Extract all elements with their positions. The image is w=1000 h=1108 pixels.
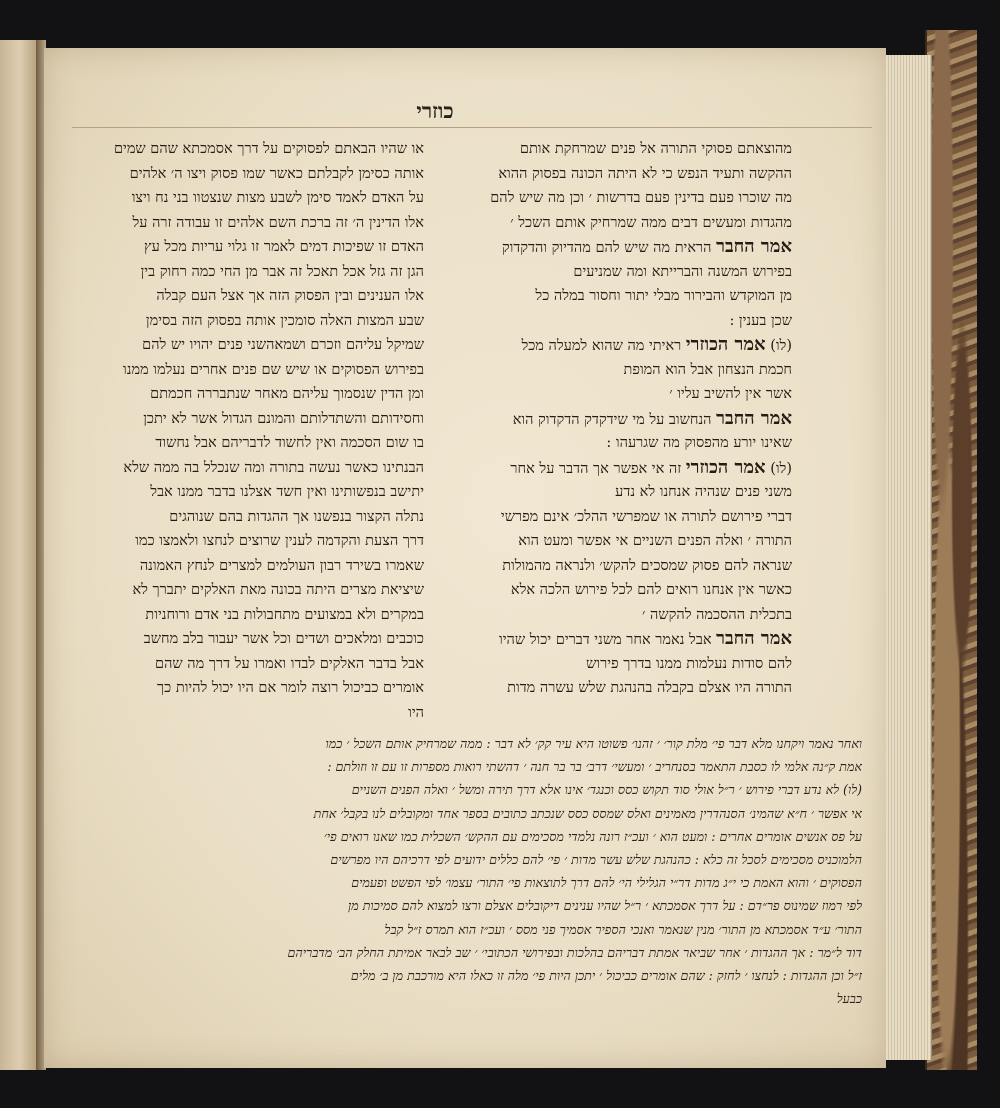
header-rule	[72, 127, 872, 128]
footnote-line: התור׳ ע״ד אסמכתא מן התור׳ מנין שנאמר ואנכי הספיר אסמיך פני מסס ׳ ועכ״ז הוא תמרס ז״ל קבל	[384, 921, 862, 937]
text-line: אשר אין להשיב עליו ׳	[669, 386, 792, 402]
speaker-kuzari: אמר הכוזרי	[685, 456, 766, 478]
right-column	[434, 137, 792, 701]
text-line: בפירוש הפסוקים או שיש שם פנים אחרים נעלמו ממנו	[123, 361, 424, 378]
footnote-catchword: כבעל	[836, 991, 862, 1007]
text-line: מן המוקדש והבירור מבלי יתור וחסור במלה כל	[535, 288, 792, 304]
running-title: כוזרי	[416, 98, 454, 123]
text-line: מהגדות ומעשים דבים ממה שמרחיק אותם השכל ׳	[510, 214, 792, 231]
text-line: יתישב בנפשותינו ואין חשד אצלנו בדבר ממנו אבל	[150, 484, 424, 500]
footnote-line: הפסוקים ׳ והוא האמת כי י״ג מדות דר״י הגלילי הי׳ להם דרך לתוצאות פי׳ התור׳ עצמו׳ לפי הפשט ופעמים	[351, 875, 862, 891]
speaker-kuzari: אמר הכוזרי	[685, 334, 766, 355]
text-line: אבל בדבר האלקים לבדו ואמרו על דרך מה שהם	[155, 655, 424, 672]
text-line: כוכבים ומלאכים ושדים וכל אשר יעבור בלב מחשב	[143, 631, 424, 647]
footnote-line: אמת ק״נה אלמי לו כסבת התאמר בסנחריב ׳ ומעשי׳ דרב׳ בר בר חנה ׳ דהשתי רואות מספרות זו עם זו וזולתם :	[327, 759, 862, 775]
speaker-line	[434, 456, 792, 481]
text-line: שאינו יורע מהפסוק מה שגרעהו :	[606, 435, 792, 451]
facing-page-edge	[0, 40, 38, 1070]
text-line: או שהיו הבאתם לפסוקים על דרך אסמכתא שהם שמים	[113, 141, 424, 157]
text-line: שמיקל עליהם וזכרם ושמאהשני פנים יהויו יש להם	[142, 337, 424, 353]
text-line: האדם זו שפיכות דמים לאמר זו גלוי עריות מכל עץ	[144, 239, 424, 255]
footnote-commentary	[72, 732, 862, 1010]
text-line: דברי פירושם לתורה או שמפרשי ההלכ׳ אינם מפרשי	[500, 508, 792, 525]
text-line: בפירוש המשנה והברייתא ומה שמניעים	[573, 263, 792, 280]
speaker-line	[434, 627, 792, 652]
speaker-text: הנחשוב על מי שידקדק הדקדוק הוא	[512, 411, 712, 428]
text-line: ההקשה ותעיד הנפש כי לא היתה הכונה בפסוק ההוא	[498, 165, 792, 182]
text-line: חכמת הנצחון אבל הוא המופת	[623, 361, 792, 378]
speaker-text: ראיתי מה שהוא	[591, 338, 682, 354]
footnote-line: לפי רמוז שמינוס פר״דם : על דרך אסמכתא ׳ ר״ל שהיו ענינים דיקובלים אצלם ורצו למצוא להם סמיכות מן	[348, 898, 862, 914]
text-line: שיציאת מצרים היתה בכונה מאת האלקים יתברך לא	[132, 582, 424, 598]
page-stack-edge	[880, 55, 932, 1060]
text-line: בתכלית ההסכמה להקשה ׳	[642, 606, 792, 623]
footnote-line: הלמוכניס מסכימים לסכל זה כלא : כהנהגת שלש עשר מדות ׳ פי׳ להם כללים ידועים לפי דרכיהם היו מפרשים	[330, 851, 862, 867]
speaker-line	[434, 235, 792, 260]
text-line: נתלה הקצור בנפשנו אך ההגדות בהם שנוהגים	[169, 508, 424, 525]
speaker-chaver: אמר החבר	[716, 407, 792, 429]
text-line: להם סודות נעלמות ממנו בדרך פירוש	[586, 655, 792, 672]
text-line: בו שום הסכמה ואין לחשוד לדבריהם אבל נחשוד	[155, 435, 424, 451]
footnote-line: ז״ל וכן ההגדות : לנחצו ׳ לחזק : שהם אומרים כביכול ׳ יתכן היות פי׳ מלה זו כאלו היא מורכבת מן ב׳ מלים	[350, 967, 862, 983]
text-line: משני פנים שנהיה אנחנו לא נדע	[615, 484, 792, 500]
text-line: שנראה להם פסוק שמסכים להקש׳ ולנראה מהמולות	[502, 557, 792, 574]
speaker-line	[434, 333, 792, 358]
text-line: הבנתינו כאשר נעשה בתורה ומה שנכלל בה ממה שלא	[123, 459, 424, 476]
text-line: אומרים כביכול רוצה לומר אם היו יכול להיות כך	[157, 680, 424, 696]
footnote-line: אי אפשר ׳ ח״א שהמינ׳ הסנהדרין מאמינים ואלס שמסס כסס שנכתב כתובים בספר אחד ומקובלים לנו בקבל׳ אחת	[313, 805, 862, 821]
text-line: על האדם לאמד סימן לשבע מצות שנצטוו בני נח ויצו	[131, 190, 424, 206]
text-line: אלו הענינים ובין הפסוק הזה אך אצל העם קבלה	[156, 288, 424, 304]
speaker-chaver: אמר החבר	[716, 628, 792, 649]
text-line: מה שוכרו פעם בדינין פעם בדרשות ׳ וכן מה שיש להם	[490, 190, 792, 206]
text-line: התורה ׳ ואלה הפנים השניים אי אפשר ומעט הוא	[518, 533, 792, 549]
text-line: דרך הצעת והקדמה לענין שרוצים לנחצו ולאמצו כמו	[135, 533, 424, 549]
text-line: ומן הדין שנסמוך עליהם מאחר שנתבררה חכמתם	[150, 386, 424, 402]
speaker-text: אבל נאמר אחר משני דברים יכול שהיו	[499, 632, 712, 648]
footnote-line: על פס אנשים אומרים אחרים : ומעט הוא ׳ ועכ״ז רונה נלמדי מסכימים עם ההקש׳ השכלית כמו שאנו רואים פי׳	[323, 828, 862, 844]
text-line: שאמרו בשירד רבון העולמים למצרים לנחץ האמונה	[139, 557, 424, 574]
paragraph-number: (לו)	[770, 338, 792, 354]
speaker-chaver: אמר החבר	[716, 236, 792, 257]
footnote-line: דוד ל״מר : אך ההגדות ׳ אחר שביאר אמתת דבריהם בהלכות ובפירושי הכתובי׳ ׳ שב לבאר אמיתת החלק הב׳ מדבריהם	[287, 944, 862, 960]
footnote-line: ואחר נאמר ויקחנו מלא דבר פי׳ מלת קור׳ ׳ זהנו׳ פשוטו היא עיר קק׳ לא דבר : ממה שמרחיק אותם השכל ׳ כמו	[325, 736, 862, 751]
catchword: היו	[408, 704, 424, 721]
text-line: התורה היו אצלם בקבלה בהנהגת שלש עשרה מדות	[507, 680, 792, 696]
text-line: אותה כסימן לקבלתם כאשר שמו פסוק ויצו ה׳ אלהים	[129, 165, 424, 182]
text-line: כאשר אין אנחנו רואים להם לכל פירוש הלכה אלא	[510, 582, 792, 598]
text-line: במקרים ולא במצועים מתחבולות בני אדם ורוחניות	[145, 606, 424, 623]
speaker-line	[434, 407, 792, 432]
text-line: וחסידותם והשתדלותם והמונם הגדול אשר לא יתכן	[143, 410, 424, 427]
text-line: מהוצאתם פסוקי התורה אל פנים שמרחקת אותם	[519, 141, 792, 157]
text-line: שכן בענין :	[729, 312, 792, 329]
footnote-line: (לו) לא נדע דברי פירוש ׳ ר״ל אולי סוד תקוש כסס וכנגד׳ אינו אלא דרך תירה ומשל ׳ ואלה הפנים השניים	[351, 782, 862, 798]
speaker-text: זה אי אפשר אך הדבר על אחר	[510, 460, 682, 477]
speaker-text-cont: למעלה מכל	[521, 338, 588, 354]
marbled-cover-edge	[925, 30, 977, 1070]
speaker-text: הראית מה שיש להם מהדיוק והדקדוק	[501, 240, 712, 256]
text-line: הגן זה גזל אכל תאכל זה אבר מן החי כמה רחוק בין	[140, 263, 424, 280]
paragraph-number: (לו)	[770, 460, 792, 477]
text-line: שבע המצות האלה סומכין אותה בפסוק הזה בסימן	[145, 312, 424, 329]
left-column	[72, 137, 424, 725]
text-line: אלו הדינין ה׳ זה ברכת השם אלהים זו עבודה זרה על	[132, 214, 424, 231]
